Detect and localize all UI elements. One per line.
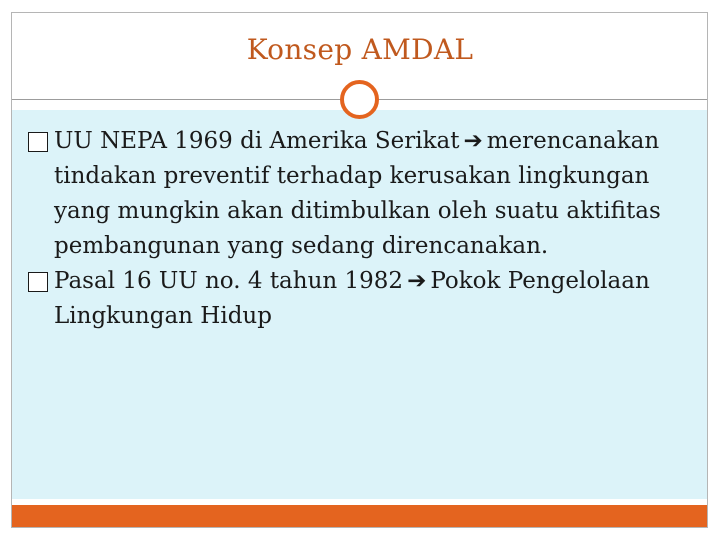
right-arrow-icon: ➔ — [407, 268, 427, 294]
box-bullet-icon — [28, 132, 48, 152]
bullet-item — [26, 124, 706, 264]
bullet-text-before: UU NEPA 1969 di Amerika Serikat — [54, 128, 460, 154]
bullet-text-after: Pokok Pengelolaan Lingkungan Hidup — [54, 268, 650, 329]
bullet-item — [26, 264, 706, 334]
box-bullet-icon — [28, 272, 48, 292]
footer-bar — [12, 505, 707, 527]
slide-content — [26, 124, 706, 334]
bullet-text-after: merencanakan tindakan preventif terhadap kerusakan lingkungan yang mungkin akan ditimbulkan oleh suatu aktifitas pembangunan yang sedang direncanakan. — [54, 128, 661, 259]
right-arrow-icon: ➔ — [463, 128, 483, 154]
slide-title: Konsep AMDAL — [246, 33, 474, 66]
circle-ornament-icon — [340, 80, 379, 119]
bullet-text-before: Pasal 16 UU no. 4 tahun 1982 — [54, 268, 404, 294]
